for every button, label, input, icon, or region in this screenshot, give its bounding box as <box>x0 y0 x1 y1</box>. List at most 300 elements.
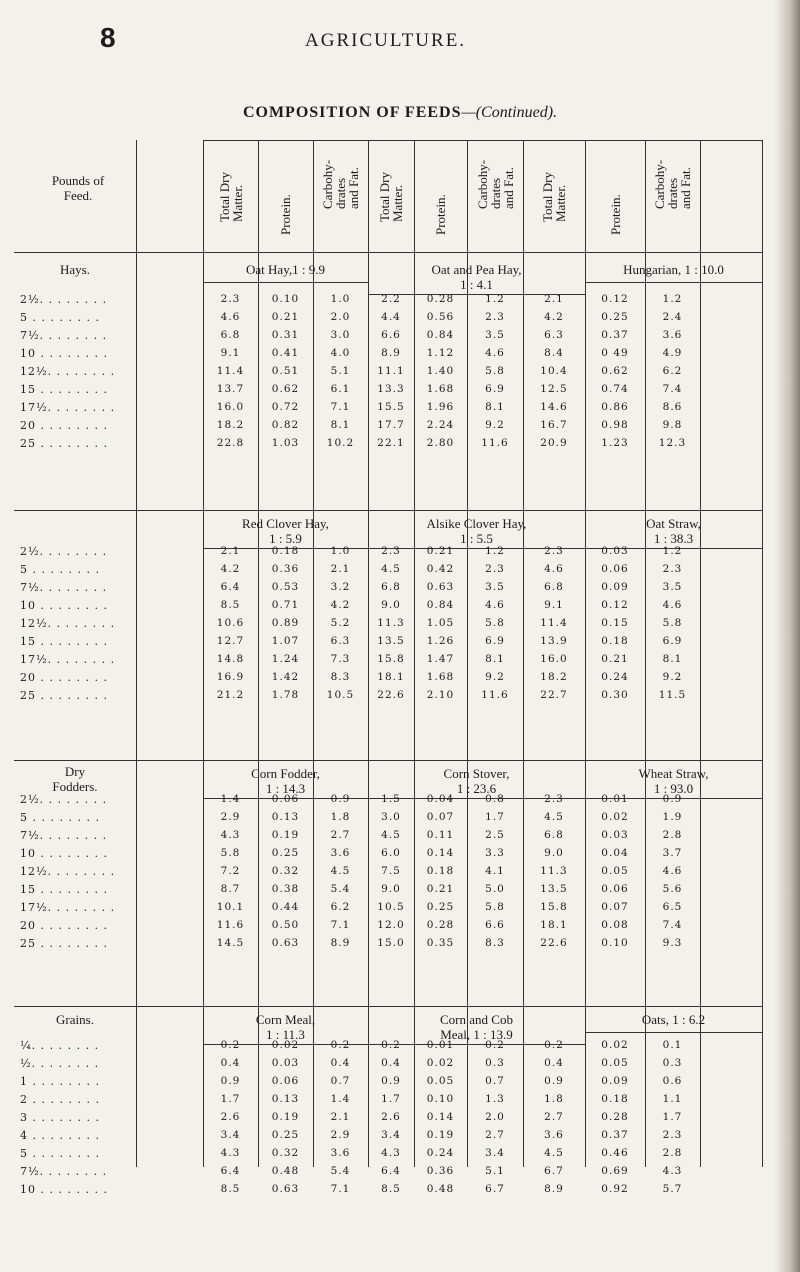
table-cell: 15.0 <box>377 937 405 949</box>
row-label: 5 . . . . . . . . <box>20 811 100 824</box>
table-cell: 3.2 <box>330 581 351 593</box>
table-cell: 6.0 <box>381 847 401 859</box>
table-cell: 6.9 <box>485 383 505 395</box>
table-cell: 11.6 <box>216 919 245 931</box>
table-cell: 6.2 <box>330 901 351 913</box>
table-cell: 0.21 <box>271 311 300 323</box>
table-cell: 0.37 <box>601 1129 629 1141</box>
table-cell: 8.4 <box>544 347 564 359</box>
row-label: 25 . . . . . . . . <box>20 937 108 950</box>
table-cell: 3.5 <box>485 329 505 341</box>
table-cell: 4.3 <box>381 1147 401 1159</box>
page-number: 8 <box>100 22 116 53</box>
table-cell: 4.2 <box>330 599 351 611</box>
row-label: 5 . . . . . . . . <box>20 563 100 576</box>
column-header-text <box>378 172 404 222</box>
table-cell: 0.44 <box>271 901 300 913</box>
table-cell: 0.05 <box>601 1057 629 1069</box>
table-cell: 2.1 <box>330 1111 351 1123</box>
table-cell: 2.9 <box>220 811 241 823</box>
table-cell: 2.3 <box>485 563 505 575</box>
table-cell: 4.3 <box>220 829 241 841</box>
table-cell: 11.4 <box>540 617 568 629</box>
table-cell: 2.7 <box>485 1129 505 1141</box>
table-cell: 11.6 <box>481 689 509 701</box>
table-cell: 6.4 <box>220 581 241 593</box>
feed-name-line: Corn Meal, <box>255 1012 316 1027</box>
table-cell: 0.18 <box>271 545 300 557</box>
table-cell: 0.15 <box>601 617 629 629</box>
table-cell: 13.9 <box>540 635 568 647</box>
table-cell: 11.4 <box>216 365 245 377</box>
table-cell: 20.9 <box>540 437 568 449</box>
table-cell: 2.7 <box>330 829 351 841</box>
table-cell: 0.19 <box>426 1129 455 1141</box>
column-header-line: Matter. <box>229 184 245 222</box>
table-cell: 7.3 <box>330 653 351 665</box>
table-cell: 1.07 <box>271 635 300 647</box>
column-header-line: Carbohy- <box>652 159 667 209</box>
table-cell: 1.5 <box>381 793 401 805</box>
table-cell: 7.1 <box>330 919 351 931</box>
row-label: 17½. . . . . . . . <box>20 653 116 666</box>
table-cell: 0.4 <box>544 1057 564 1069</box>
table-cell: 1.68 <box>426 671 455 683</box>
table-cell: 0.71 <box>271 599 300 611</box>
table-cell: 4.6 <box>485 347 505 359</box>
table-cell: 0.84 <box>426 329 455 341</box>
table-cell: 1.0 <box>330 293 351 305</box>
table-cell: 9.0 <box>381 883 401 895</box>
column-header-text <box>653 160 692 209</box>
table-cell: 0.13 <box>271 1093 300 1105</box>
column-header <box>585 142 645 252</box>
table-cell: 2.9 <box>330 1129 351 1141</box>
table-cell: 6.2 <box>662 365 683 377</box>
table-cell: 0.74 <box>601 383 629 395</box>
table-cell: 11.3 <box>377 617 405 629</box>
table-cell: 1.7 <box>485 811 505 823</box>
column-header <box>313 142 368 252</box>
table-cell: 5.8 <box>485 617 505 629</box>
section-label <box>14 764 136 794</box>
row-label: 2 . . . . . . . . <box>20 1093 100 1106</box>
table-cell: 14.5 <box>216 937 245 949</box>
table-cell: 12.7 <box>216 635 245 647</box>
table-cell: 1.9 <box>662 811 683 823</box>
table-cell: 2.3 <box>544 793 564 805</box>
feed-name <box>585 262 762 277</box>
table-cell: 2.6 <box>381 1111 401 1123</box>
row-label: 7½. . . . . . . . <box>20 581 108 594</box>
column-header-line: drates <box>333 177 348 209</box>
column-header-line: Matter. <box>553 184 568 222</box>
table-cell: 4.6 <box>662 599 683 611</box>
feed-rule <box>585 282 762 283</box>
table-cell: 1.78 <box>271 689 300 701</box>
table-cell: 6.8 <box>544 829 564 841</box>
feed-name-line: Corn Stover, <box>443 766 510 781</box>
feed-name-line: Oats, 1 : 6.2 <box>641 1012 706 1027</box>
table-cell: 16.0 <box>540 653 568 665</box>
column-header-line: Total Dry <box>540 172 555 222</box>
table-cell: 0.32 <box>271 1147 300 1159</box>
column-header-line: and Fat. <box>500 167 516 209</box>
row-label: 12½. . . . . . . . <box>20 365 116 378</box>
table-cell: 0.63 <box>271 1183 300 1195</box>
section-rule <box>14 760 762 761</box>
table-cell: 4.0 <box>330 347 351 359</box>
table-cell: 1.47 <box>426 653 455 665</box>
column-header-pounds-of-feed <box>22 173 134 203</box>
feed-name-line: 1 : 11.3 <box>266 1027 305 1042</box>
column-header-line: Carbohy- <box>320 159 335 209</box>
feed-name <box>203 1012 368 1042</box>
table-cell: 3.6 <box>330 847 351 859</box>
table-cell: 0.82 <box>271 419 300 431</box>
table-title-main: COMPOSITION OF FEEDS <box>242 104 462 121</box>
feed-name-line: Corn Fodder, <box>251 766 320 781</box>
feed-name <box>368 516 585 546</box>
table-cell: 0.25 <box>426 901 455 913</box>
table-cell: 8.3 <box>485 937 505 949</box>
table-cell: 0.36 <box>426 1165 455 1177</box>
table-cell: 4.6 <box>544 563 564 575</box>
column-header <box>203 142 258 252</box>
table-cell: 0.03 <box>601 829 629 841</box>
table-cell: 6.8 <box>381 581 401 593</box>
table-cell: 12.5 <box>540 383 568 395</box>
table-cell: 3.4 <box>220 1129 241 1141</box>
table-cell: 6.9 <box>662 635 683 647</box>
table-cell: 6.9 <box>485 635 505 647</box>
section-label-line: Grains. <box>56 1012 94 1027</box>
table-cell: 0.7 <box>485 1075 505 1087</box>
section-label-line: Fodders. <box>52 779 98 794</box>
column-header-text <box>541 172 567 222</box>
table-cell: 1.4 <box>220 793 241 805</box>
table-cell: 2.3 <box>662 1129 683 1141</box>
table-cell: 8.9 <box>330 937 351 949</box>
table-cell: 0.2 <box>381 1039 401 1051</box>
table-cell: 16.9 <box>216 671 245 683</box>
table-cell: 16.7 <box>540 419 568 431</box>
feed-name-line: Meal, 1 : 13.9 <box>440 1027 513 1042</box>
table-cell: 0.06 <box>601 883 629 895</box>
table-cell: 3.7 <box>662 847 683 859</box>
row-label: 17½. . . . . . . . <box>20 401 116 414</box>
table-cell: 13.3 <box>377 383 405 395</box>
table-cell: 10.5 <box>326 689 355 701</box>
table-cell: 0.04 <box>426 793 455 805</box>
table-cell: 0.41 <box>271 347 300 359</box>
table-cell: 8.9 <box>544 1183 564 1195</box>
table-cell: 0.11 <box>426 829 455 841</box>
table-cell: 10.5 <box>377 901 405 913</box>
table-cell: 0.05 <box>426 1075 455 1087</box>
table-cell: 8.9 <box>381 347 401 359</box>
section-label <box>14 262 136 277</box>
feed-name-line: 1 : 14.3 <box>265 781 306 796</box>
feed-name <box>368 262 585 292</box>
table-cell: 0.9 <box>662 793 683 805</box>
column-header <box>258 142 313 252</box>
table-cell: 1.7 <box>220 1093 241 1105</box>
table-cell: 1.24 <box>271 653 300 665</box>
row-label: 7½. . . . . . . . <box>20 329 108 342</box>
table-cell: 3.4 <box>485 1147 505 1159</box>
table-cell: 4.5 <box>381 563 401 575</box>
table-cell: 0.46 <box>601 1147 629 1159</box>
table-cell: 0.9 <box>381 1075 401 1087</box>
row-label: 20 . . . . . . . . <box>20 671 108 684</box>
table-cell: 5.1 <box>330 365 351 377</box>
table-cell: 2.80 <box>426 437 455 449</box>
table-cell: 0.12 <box>601 293 629 305</box>
column-header <box>368 142 414 252</box>
table-cell: 1.7 <box>381 1093 401 1105</box>
table-cell: 6.4 <box>381 1165 401 1177</box>
table-cell: 0.28 <box>426 293 455 305</box>
table-cell: 2.3 <box>662 563 683 575</box>
table-cell: 0.14 <box>426 847 455 859</box>
feed-rule <box>585 1032 762 1033</box>
table-cell: 0.25 <box>271 847 300 859</box>
table-cell: 8.1 <box>485 653 505 665</box>
table-cell: 8.1 <box>485 401 505 413</box>
table-cell: 3.6 <box>662 329 683 341</box>
table-cell: 0.9 <box>220 1075 241 1087</box>
table-cell: 0.42 <box>426 563 455 575</box>
table-cell: 3.4 <box>381 1129 401 1141</box>
table-cell: 2.3 <box>544 545 564 557</box>
row-label: 2½. . . . . . . . <box>20 545 108 558</box>
table-cell: 7.4 <box>662 383 683 395</box>
table-cell: 4.4 <box>381 311 401 323</box>
table-cell: 6.8 <box>220 329 241 341</box>
table-cell: 5.8 <box>485 901 505 913</box>
table-cell: 4.5 <box>544 1147 564 1159</box>
table-cell: 0.38 <box>271 883 300 895</box>
table-cell: 0.03 <box>271 1057 300 1069</box>
top-rule <box>203 140 762 141</box>
table-cell: 0.08 <box>601 919 629 931</box>
table-cell: 2.3 <box>220 293 241 305</box>
table-cell: 17.7 <box>377 419 405 431</box>
table-cell: 0.30 <box>601 689 629 701</box>
row-label: 10 . . . . . . . . <box>20 1183 108 1196</box>
table-cell: 1.2 <box>485 293 505 305</box>
table-cell: 2.0 <box>485 1111 505 1123</box>
section-rule <box>14 510 762 511</box>
row-label: 15 . . . . . . . . <box>20 635 108 648</box>
table-cell: 5.8 <box>485 365 505 377</box>
table-cell: 1.42 <box>271 671 300 683</box>
table-cell: 0.89 <box>271 617 300 629</box>
table-cell: 1.03 <box>271 437 300 449</box>
table-cell: 0.06 <box>271 793 300 805</box>
table-cell: 0.06 <box>601 563 629 575</box>
table-cell: 1.8 <box>544 1093 564 1105</box>
table-cell: 1.2 <box>662 293 683 305</box>
table-cell: 9.0 <box>381 599 401 611</box>
table-cell: 2.24 <box>426 419 455 431</box>
table-cell: 0.2 <box>485 1039 505 1051</box>
table-cell: 0.84 <box>426 599 455 611</box>
table-cell: 7.1 <box>330 1183 351 1195</box>
table-cell: 1.40 <box>426 365 455 377</box>
table-cell: 0.01 <box>426 1039 455 1051</box>
table-cell: 0.9 <box>544 1075 564 1087</box>
table-cell: 1.12 <box>426 347 455 359</box>
table-cell: 10.6 <box>216 617 245 629</box>
table-cell: 0.3 <box>662 1057 683 1069</box>
row-label: 20 . . . . . . . . <box>20 919 108 932</box>
running-head: AGRICULTURE. <box>305 30 467 51</box>
column-header <box>645 142 700 252</box>
table-cell: 5.8 <box>662 617 683 629</box>
table-cell: 4.3 <box>662 1165 683 1177</box>
table-cell: 0.21 <box>426 545 455 557</box>
feed-name <box>585 766 762 796</box>
table-cell: 0.50 <box>271 919 300 931</box>
table-cell: 16.0 <box>216 401 245 413</box>
table-cell: 2.1 <box>544 293 564 305</box>
feed-name-line: Oat Straw, <box>646 516 701 531</box>
column-header-text <box>476 160 515 209</box>
row-label: 7½. . . . . . . . <box>20 1165 108 1178</box>
table-cell: 1.96 <box>426 401 455 413</box>
feed-rule <box>203 282 368 283</box>
feed-name-line: 1 : 5.9 <box>269 531 302 546</box>
table-cell: 22.6 <box>377 689 405 701</box>
table-cell: 1.68 <box>426 383 455 395</box>
table-cell: 14.6 <box>540 401 568 413</box>
table-cell: 7.2 <box>220 865 241 877</box>
table-cell: 8.5 <box>220 1183 241 1195</box>
column-header-line: and Fat. <box>678 167 693 209</box>
row-label: 2½. . . . . . . . <box>20 793 108 806</box>
table-cell: 7.5 <box>381 865 401 877</box>
table-cell: 5.7 <box>662 1183 683 1195</box>
row-label: 12½. . . . . . . . <box>20 617 116 630</box>
column-header-line: Matter. <box>390 184 405 222</box>
feed-name-line: 1 : 4.1 <box>460 277 493 292</box>
table-cell: 8.3 <box>330 671 351 683</box>
table-cell: 4.1 <box>485 865 505 877</box>
table-cell: 0.4 <box>220 1057 241 1069</box>
table-cell: 9.1 <box>220 347 241 359</box>
table-cell: 3.5 <box>485 581 505 593</box>
table-cell: 8.6 <box>662 401 683 413</box>
table-cell: 0.3 <box>485 1057 505 1069</box>
row-label: 5 . . . . . . . . <box>20 311 100 324</box>
table-cell: 4.5 <box>381 829 401 841</box>
table-cell: 0.35 <box>426 937 455 949</box>
table-cell: 0.18 <box>426 865 455 877</box>
feed-name-line: Red Clover Hay, <box>242 516 329 531</box>
table-cell: 18.1 <box>540 919 568 931</box>
row-label: 20 . . . . . . . . <box>20 419 108 432</box>
table-cell: 3.0 <box>381 811 401 823</box>
column-header-line: Protein. <box>607 194 623 235</box>
table-cell: 0.10 <box>601 937 629 949</box>
table-cell: 4.5 <box>544 811 564 823</box>
table-cell: 0.36 <box>271 563 300 575</box>
column-header-line: and Fat. <box>346 167 361 209</box>
table-cell: 0.28 <box>426 919 455 931</box>
column-header-line: Total Dry <box>216 172 232 222</box>
table-cell: 6.7 <box>544 1165 564 1177</box>
table-cell: 4.9 <box>662 347 683 359</box>
table-cell: 4.6 <box>220 311 241 323</box>
feed-name-line: 1 : 93.0 <box>653 781 694 796</box>
row-label: 10 . . . . . . . . <box>20 847 108 860</box>
table-cell: 1.0 <box>330 545 351 557</box>
row-label: 4 . . . . . . . . <box>20 1129 100 1142</box>
column-header <box>467 142 523 252</box>
table-cell: 4.3 <box>220 1147 241 1159</box>
table-cell: 2.5 <box>485 829 505 841</box>
table-cell: 21.2 <box>216 689 245 701</box>
table-cell: 0.18 <box>601 635 629 647</box>
table-cell: 3.5 <box>662 581 683 593</box>
table-cell: 0.02 <box>271 1039 300 1051</box>
table-cell: 1.1 <box>662 1093 683 1105</box>
table-cell: 5.8 <box>220 847 241 859</box>
table-cell: 5.0 <box>485 883 505 895</box>
table-cell: 9.2 <box>485 419 505 431</box>
table-cell: 2.10 <box>426 689 455 701</box>
table-cell: 12.0 <box>377 919 405 931</box>
table-cell: 6.3 <box>330 635 351 647</box>
table-cell: 1.05 <box>426 617 455 629</box>
table-cell: 11.1 <box>377 365 405 377</box>
table-cell: 0.10 <box>426 1093 455 1105</box>
table-cell: 0.32 <box>271 865 300 877</box>
table-cell: 12.3 <box>658 437 687 449</box>
table-cell: 0.63 <box>426 581 455 593</box>
column-rule <box>136 140 137 1167</box>
column-header-line: Feed. <box>63 188 93 203</box>
table-cell: 2.7 <box>544 1111 564 1123</box>
table-cell: 2.3 <box>485 311 505 323</box>
table-cell: 0.25 <box>271 1129 300 1141</box>
table-cell: 2.0 <box>330 311 351 323</box>
table-cell: 9.0 <box>544 847 564 859</box>
table-cell: 4.2 <box>220 563 241 575</box>
table-cell: 6.5 <box>662 901 683 913</box>
table-cell: 2.8 <box>662 1147 683 1159</box>
table-cell: 5.2 <box>330 617 351 629</box>
column-header-line: Protein. <box>278 194 293 235</box>
table-cell: 0.56 <box>426 311 455 323</box>
feed-name <box>203 766 368 796</box>
table-cell: 18.2 <box>540 671 568 683</box>
feed-name <box>585 1012 762 1027</box>
column-header-line: drates <box>665 177 680 209</box>
table-cell: 3.6 <box>330 1147 351 1159</box>
table-cell: 0.4 <box>330 1057 351 1069</box>
table-cell: 0.04 <box>601 847 629 859</box>
table-cell: 0.1 <box>662 1039 683 1051</box>
column-header-text <box>321 160 360 209</box>
table-cell: 0.19 <box>271 1111 300 1123</box>
section-label <box>14 1012 136 1027</box>
table-cell: 13.7 <box>216 383 245 395</box>
feed-name <box>203 516 368 546</box>
column-header-line: Protein. <box>433 194 448 235</box>
